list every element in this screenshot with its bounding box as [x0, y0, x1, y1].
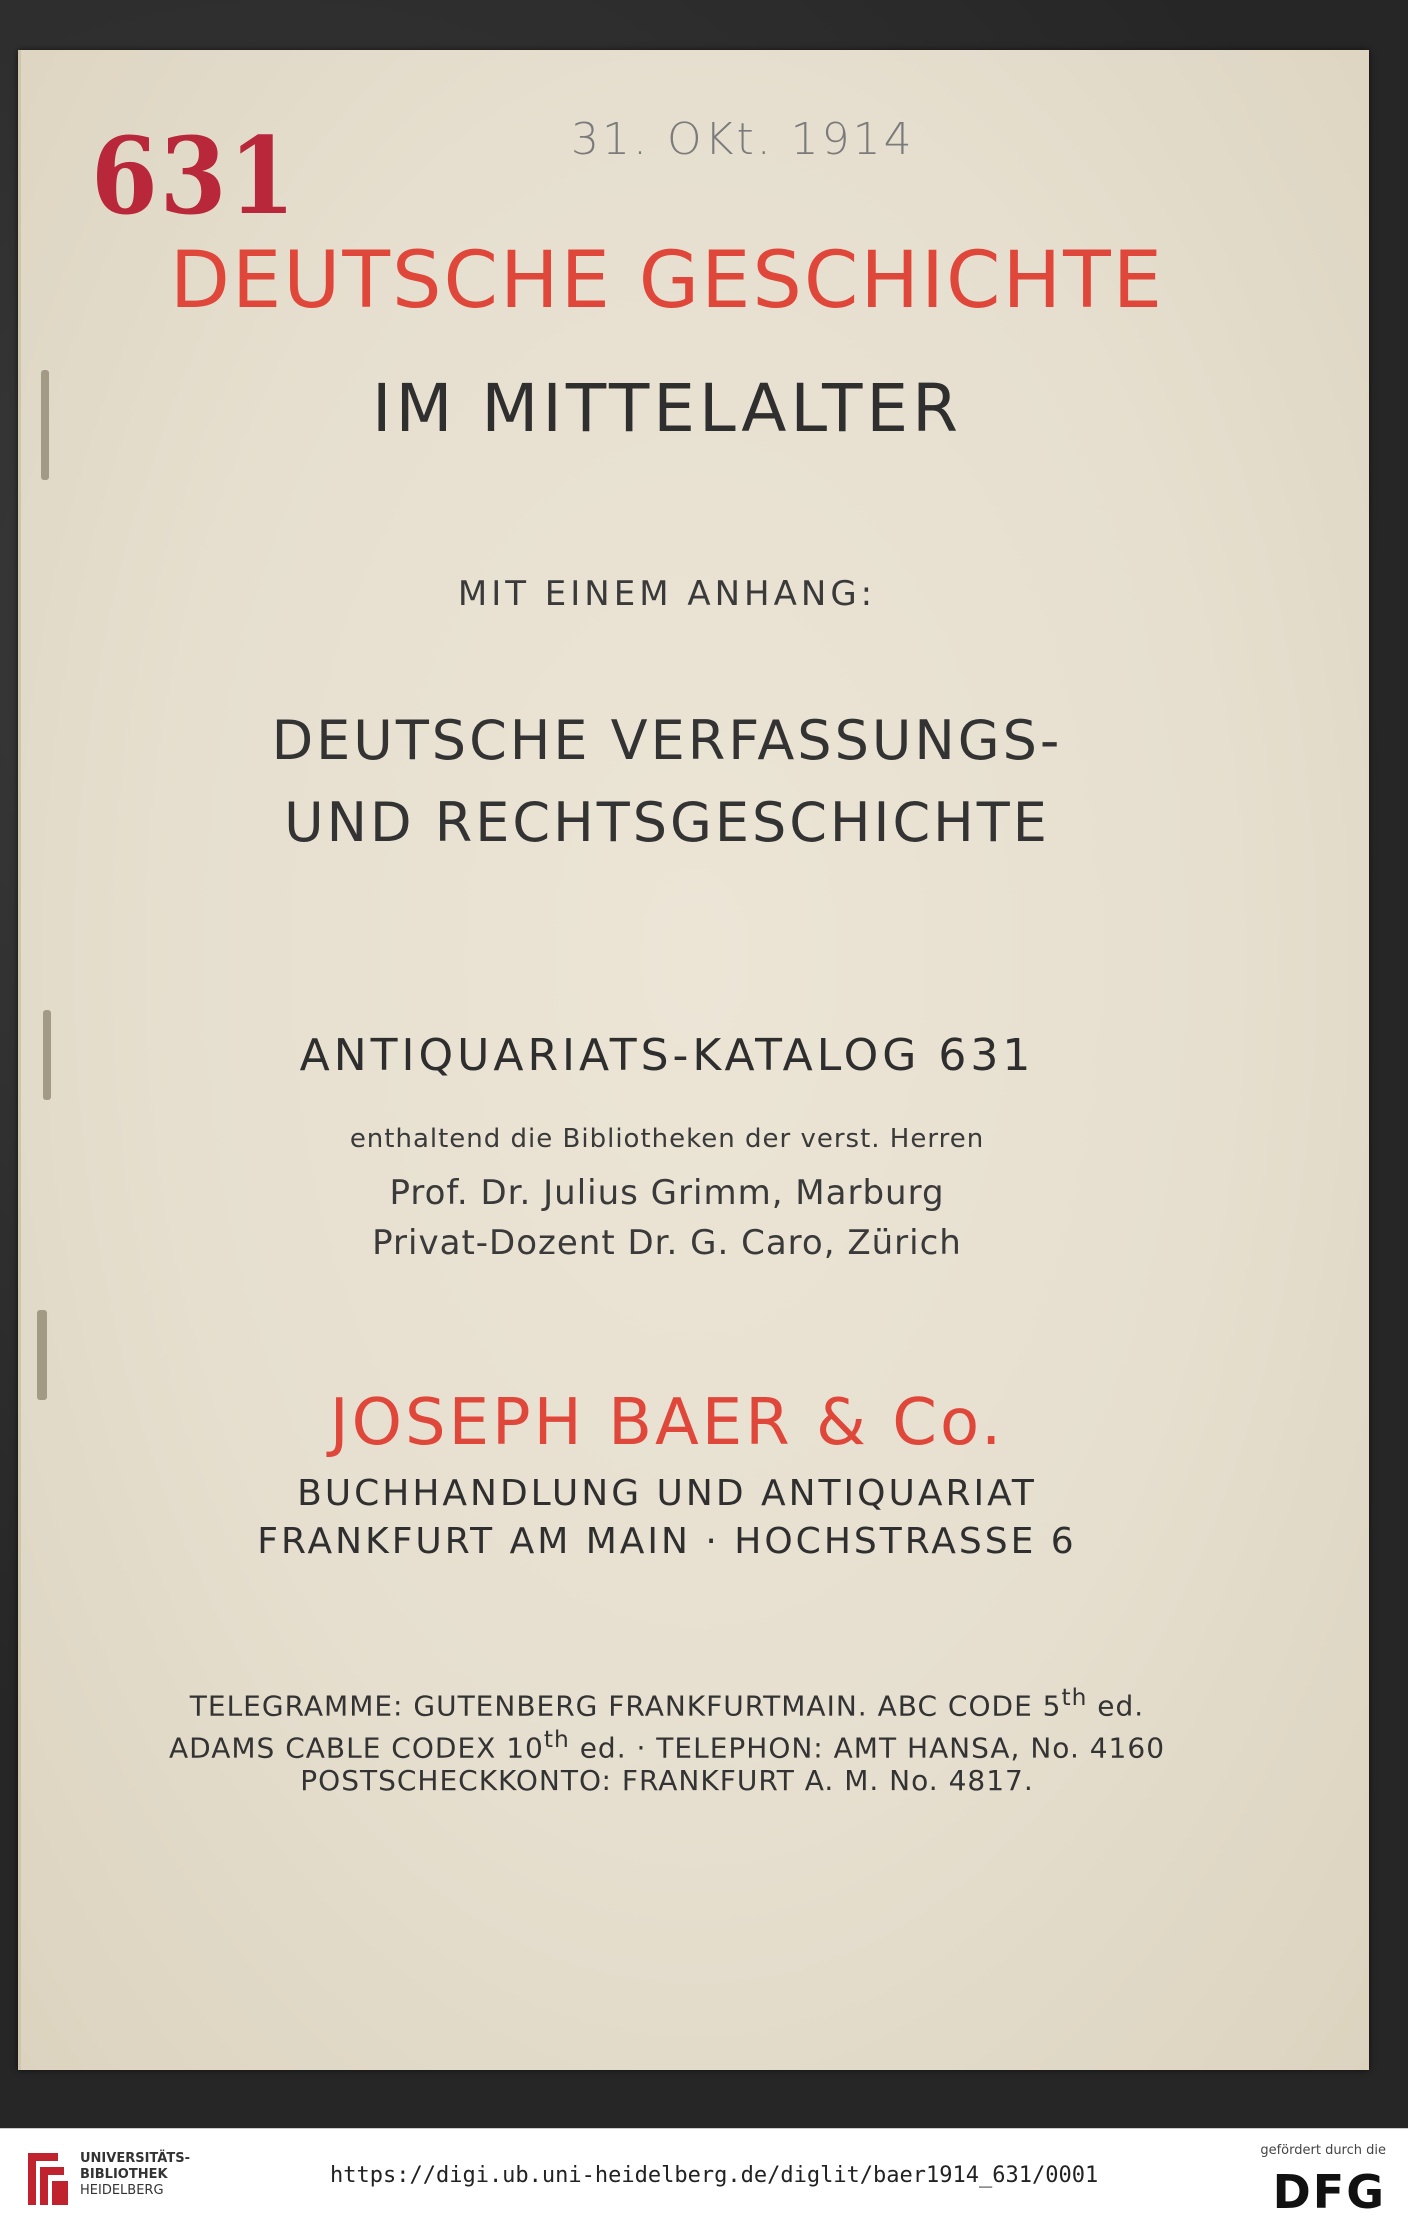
contains-line: enthaltend die Bibliotheken der verst. Herren: [349, 1124, 985, 1154]
contact-line-1-sup: th: [1061, 1683, 1088, 1711]
publisher-name: JOSEPH BAER & Co.: [329, 1386, 1005, 1460]
permalink-url[interactable]: https://digi.ub.uni-heidelberg.de/diglit/baer1914_631/0001: [330, 2163, 1099, 2188]
appendix-title-line-1: DEUTSCHE VERFASSUNGS-: [271, 709, 1063, 772]
contact-line-1-text: TELEGRAMME: GUTENBERG FRANKFURTMAIN. ABC CODE 5: [189, 1689, 1062, 1723]
contact-line-3: POSTSCHECKKONTO: FRANKFURT A. M. No. 4817.: [300, 1764, 1034, 1797]
contact-line-2-text: ADAMS CABLE CODEX 10: [168, 1731, 544, 1765]
appendix-title-line-2: UND RECHTSGESCHICHTE: [284, 791, 1050, 854]
collector-name-2: Privat-Dozent Dr. G. Caro, Zürich: [372, 1223, 962, 1263]
dfg-logo: DFG: [1272, 2165, 1386, 2219]
catalog-heading: ANTIQUARIATS-KATALOG 631: [299, 1030, 1035, 1081]
title-line-1: DEUTSCHE GESCHICHTE: [169, 236, 1165, 326]
contact-line-2-sup: th: [543, 1725, 570, 1753]
funding-caption: gefördert durch die: [1260, 2143, 1386, 2158]
publisher-address: FRANKFURT AM MAIN · HOCHSTRASSE 6: [257, 1521, 1077, 1562]
library-name-line-1: UNIVERSITÄTS-: [80, 2151, 190, 2166]
catalog-number-stamp: 631: [91, 114, 298, 239]
contact-line-1-end: ed.: [1087, 1689, 1145, 1723]
handwritten-date: 31. OKt. 1914: [571, 114, 915, 165]
library-name-line-2: BIBLIOTHEK: [80, 2167, 168, 2182]
collector-name-1: Prof. Dr. Julius Grimm, Marburg: [389, 1173, 945, 1213]
title-line-2: IM MITTELALTER: [372, 370, 962, 447]
library-name-line-3: HEIDELBERG: [80, 2183, 164, 2198]
contact-line-2-end: ed. · TELEPHON: AMT HANSA, No. 4160: [569, 1731, 1166, 1765]
appendix-intro: MIT EINEM ANHANG:: [457, 574, 877, 614]
catalog-cover-page: [18, 50, 1369, 2070]
viewer-footer: [0, 2128, 1408, 2229]
library-name: [80, 2151, 190, 2199]
university-library-logo-icon: [18, 2147, 74, 2211]
publisher-line-1: BUCHHANDLUNG UND ANTIQUARIAT: [297, 1473, 1037, 1514]
